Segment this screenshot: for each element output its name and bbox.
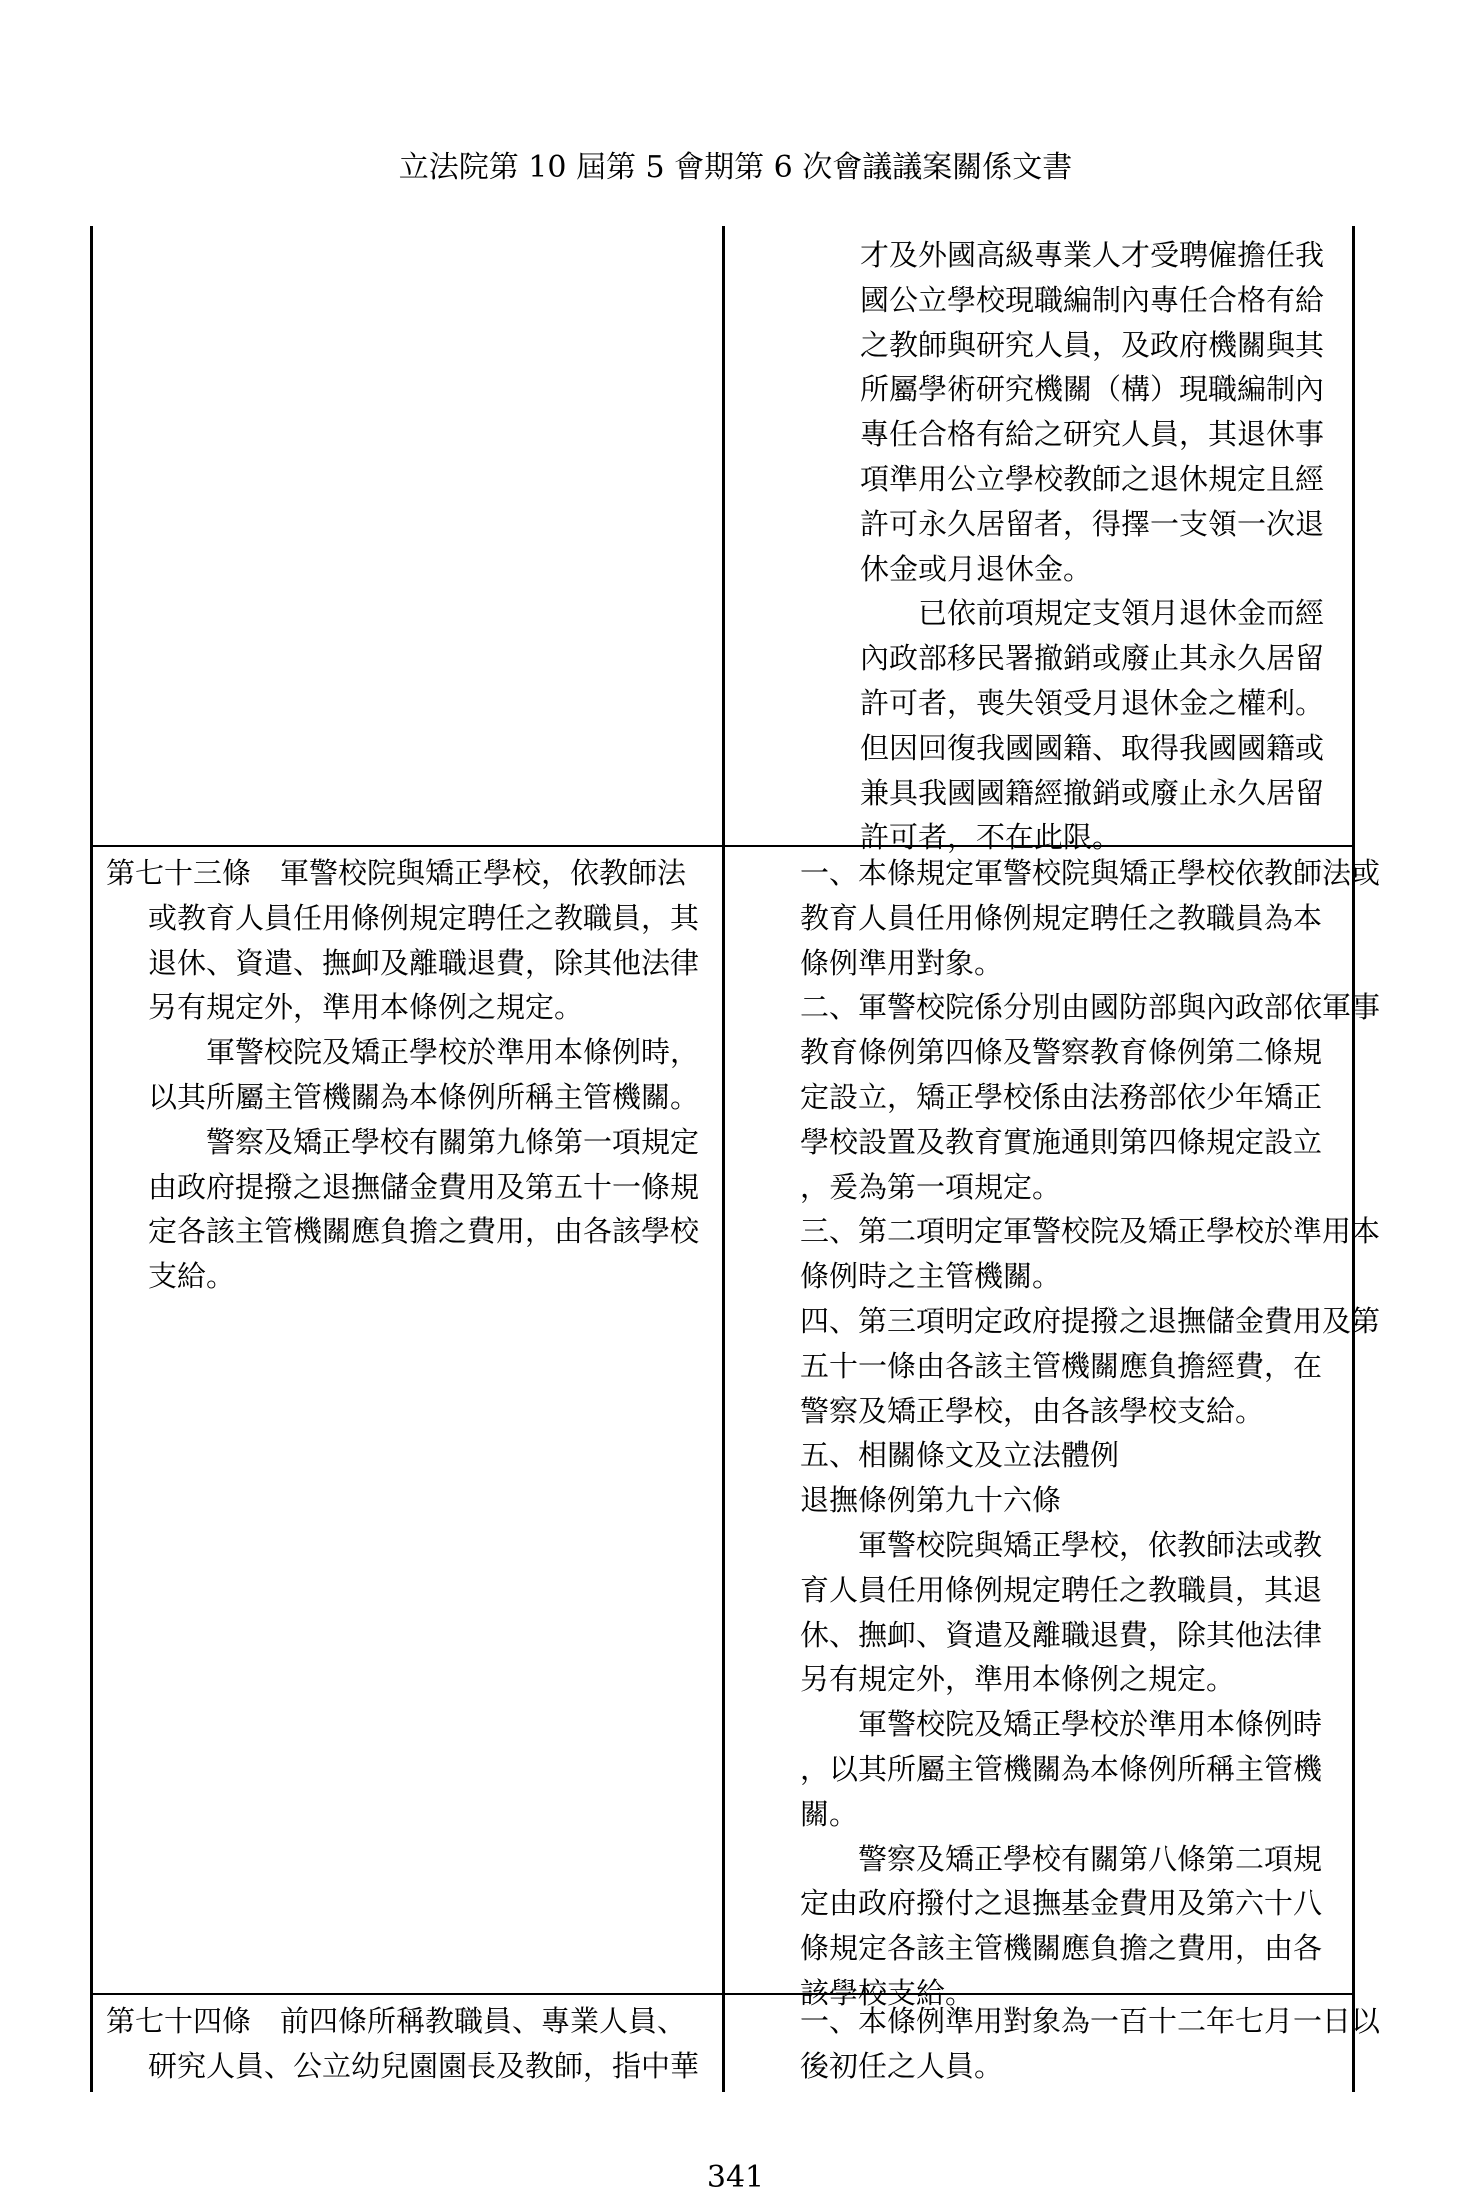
text-line: 軍警校院及矯正學校於準用本條例時，	[206, 1035, 700, 1070]
text-line: ，爰為第一項規定。	[800, 1169, 1062, 1204]
text-line: 兼具我國國籍經撤銷或廢止永久居留	[860, 775, 1325, 810]
table-border-left	[90, 226, 93, 2092]
text-line: 學校設置及教育實施通則第四條規定設立	[800, 1124, 1323, 1159]
text-line: 研究人員、公立幼兒園園長及教師，指中華	[148, 2048, 700, 2083]
page-header: 立法院第 10 屆第 5 會期第 6 次會議議案關係文書	[398, 150, 1073, 185]
text-line: 所屬學術研究機關（構）現職編制內	[860, 372, 1325, 407]
text-line: 才及外國高級專業人才受聘僱擔任我	[860, 238, 1325, 272]
article-heading-line: 第七十四條 前四條所稱教職員、專業人員、	[106, 2004, 687, 2038]
text-line: 軍警校院及矯正學校於準用本條例時	[858, 1707, 1323, 1742]
text-line: 退撫條例第九十六條	[800, 1483, 1062, 1518]
list-item-1: 一、本條規定軍警校院與矯正學校依教師法或	[800, 856, 1381, 890]
article-74-explanation	[800, 1999, 1380, 2089]
text-line: 該學校支給。	[800, 1975, 975, 2010]
text-line: 條例準用對象。	[800, 945, 1004, 980]
text-line: 許可永久居留者，得擇一支領一次退	[860, 506, 1325, 541]
text-line: 之教師與研究人員，及政府機關與其	[860, 327, 1325, 362]
text-line: 支給。	[148, 1259, 236, 1294]
text-line: 警察及矯正學校有關第八條第二項規	[858, 1841, 1323, 1876]
text-line: 條規定各該主管機關應負擔之費用，由各	[800, 1931, 1323, 1966]
text-line: 休、撫卹、資遣及離職退費，除其他法律	[800, 1617, 1323, 1652]
text-line: 國公立學校現職編制內專任合格有給	[860, 282, 1325, 317]
text-line: 許可者，不在此限。	[860, 820, 1122, 855]
list-item-1: 一、本條例準用對象為一百十二年七月一日以	[800, 2004, 1381, 2038]
list-item-3: 三、第二項明定軍警校院及矯正學校於準用本	[800, 1214, 1381, 1249]
row1-right-cell	[860, 233, 1324, 860]
article-73-text	[106, 851, 699, 1299]
text-line: 育人員任用條例規定聘任之教職員，其退	[800, 1572, 1323, 1607]
text-line: 另有規定外，準用本條例之規定。	[800, 1662, 1236, 1697]
text-line: 由政府提撥之退撫儲金費用及第五十一條規	[148, 1169, 700, 1204]
text-line: 許可者，喪失領受月退休金之權利。	[860, 685, 1325, 720]
text-line: 警察及矯正學校有關第九條第一項規定	[206, 1124, 700, 1159]
table-column-divider	[722, 226, 725, 2092]
text-line: 警察及矯正學校，由各該學校支給。	[800, 1393, 1265, 1428]
text-line: 後初任之人員。	[800, 2048, 1004, 2083]
list-item-2: 二、軍警校院係分別由國防部與內政部依軍事	[800, 990, 1381, 1025]
text-line: 定設立，矯正學校係由法務部依少年矯正	[800, 1079, 1323, 1114]
text-line: 或教育人員任用條例規定聘任之教職員，其	[148, 900, 700, 935]
text-line: ，以其所屬主管機關為本條例所稱主管機	[800, 1751, 1323, 1786]
text-line: 教育人員任用條例規定聘任之教職員為本	[800, 900, 1323, 935]
text-line: 另有規定外，準用本條例之規定。	[148, 990, 584, 1025]
text-line: 條例時之主管機關。	[800, 1259, 1062, 1294]
text-line: 休金或月退休金。	[860, 551, 1093, 586]
text-line: 定各該主管機關應負擔之費用，由各該學校	[148, 1214, 700, 1249]
article-heading-line: 第七十三條 軍警校院與矯正學校，依教師法	[106, 856, 687, 890]
text-line: 五十一條由各該主管機關應負擔經費，在	[800, 1348, 1323, 1383]
text-line: 退休、資遣、撫卹及離職退費，除其他法律	[148, 945, 700, 980]
text-line: 內政部移民署撤銷或廢止其永久居留	[860, 641, 1325, 676]
text-line: 專任合格有給之研究人員，其退休事	[860, 417, 1325, 452]
page-number: 341	[706, 2160, 765, 2195]
article-73-explanation	[800, 851, 1380, 2016]
text-line: 項準用公立學校教師之退休規定且經	[860, 461, 1325, 496]
text-line: 教育條例第四條及警察教育條例第二條規	[800, 1035, 1323, 1070]
text-line: 已依前項規定支領月退休金而經	[918, 596, 1325, 631]
text-line: 關。	[800, 1796, 859, 1831]
text-line: 軍警校院與矯正學校，依教師法或教	[858, 1527, 1323, 1562]
article-74-text	[106, 1999, 699, 2089]
list-item-5: 五、相關條文及立法體例	[800, 1438, 1120, 1473]
text-line: 以其所屬主管機關為本條例所稱主管機關。	[148, 1079, 700, 1114]
text-line: 定由政府撥付之退撫基金費用及第六十八	[800, 1886, 1323, 1921]
text-line: 但因回復我國國籍、取得我國國籍或	[860, 730, 1325, 765]
list-item-4: 四、第三項明定政府提撥之退撫儲金費用及第	[800, 1303, 1381, 1338]
